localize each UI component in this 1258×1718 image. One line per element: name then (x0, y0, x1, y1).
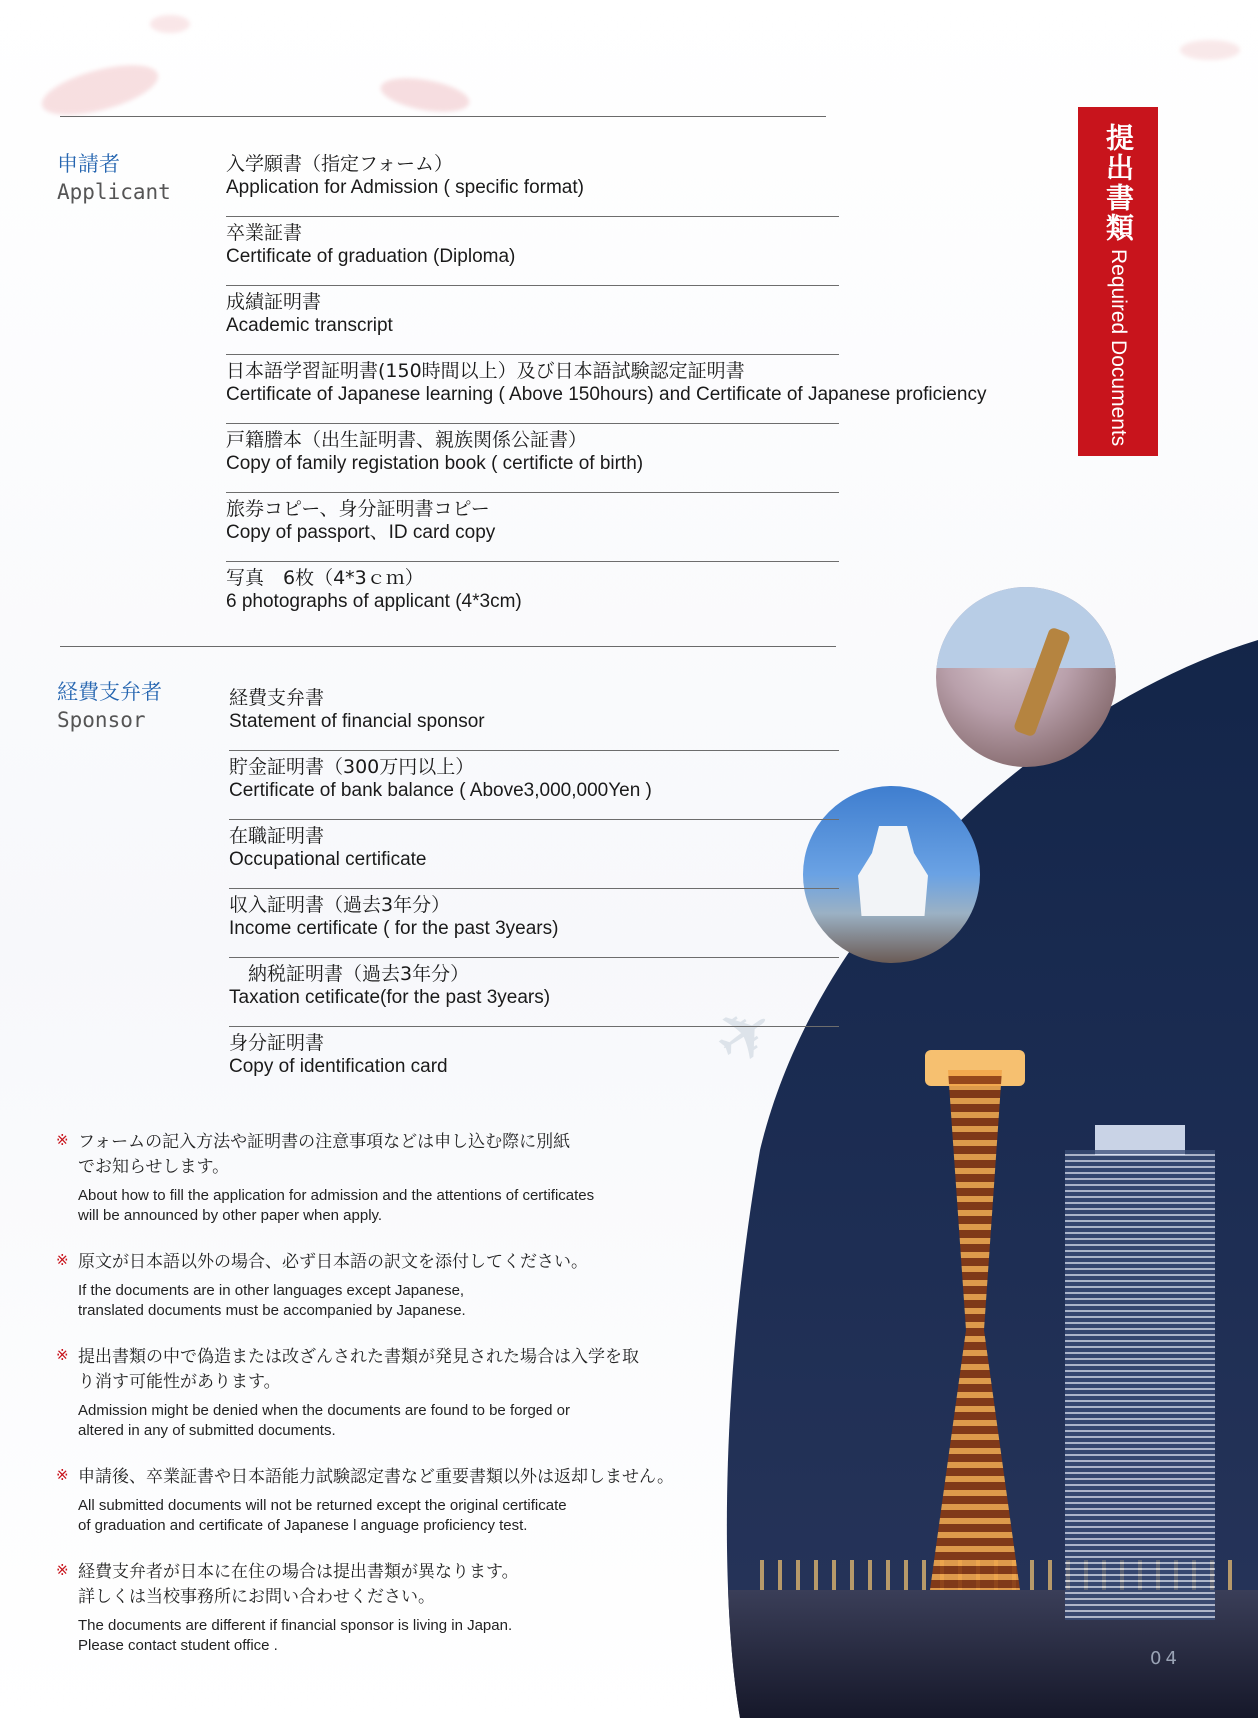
required-documents-tab (1078, 107, 1158, 456)
note-mark: ※ (56, 1131, 69, 1149)
airplane-icon: ✈ (697, 984, 793, 1086)
port-tower (930, 1070, 1020, 1590)
applicant-label (57, 150, 171, 206)
petal-decoration (1180, 40, 1240, 60)
list-item: 入学願書（指定フォーム） Application for Admission ( specific format) (226, 148, 839, 217)
sponsor-label-en: Sponsor (57, 708, 146, 732)
list-item: 収入証明書（過去3年分） Income certificate ( for the past 3years) (229, 889, 839, 958)
list-item: 写真 6枚（4*3ｃｍ） 6 photographs of applicant (4*3cm) (226, 567, 522, 612)
note-item: ※ 原文が日本語以外の場合、必ず日本語の訳文を添付してください。 If the documents are in other languages except Japanese, translated documents must be accompanied by Japanese. (56, 1251, 588, 1319)
list-item: 身分証明書 Copy of identification card (229, 1032, 448, 1077)
list-item: 在職証明書 Occupational certificate (229, 820, 839, 889)
applicant-label-jp: 申請者 (57, 152, 120, 176)
note-item: ※ 経費支弁者が日本に在住の場合は提出書類が異なります。 詳しくは当校事務所にお問い合わせください。 The documents are different if financial sponsor is living in Japan. Please contact student office . (56, 1561, 519, 1654)
sponsor-label-jp: 経費支弁者 (57, 680, 162, 704)
giraffe-cherry-blossom-photo (936, 587, 1116, 767)
hotel-building (1065, 1150, 1215, 1620)
list-item: 旅券コピー、身分証明書コピー Copy of passport、ID card copy (226, 493, 839, 562)
petal-decoration (378, 72, 472, 117)
list-item: 経費支弁書 Statement of financial sponsor (229, 682, 839, 751)
tab-title-en: Required Documents (1107, 249, 1130, 447)
note-mark: ※ (56, 1251, 69, 1269)
list-item: 貯金証明書（300万円以上） Certificate of bank balance ( Above3,000,000Yen ) (229, 751, 839, 820)
list-item: 戸籍謄本（出生証明書、親族関係公証書） Copy of family registation book ( certificte of birth) (226, 424, 839, 493)
section-divider (60, 646, 836, 647)
section-divider (60, 116, 826, 117)
list-item: 日本語学習証明書(150時間以上）及び日本語試験認定証明書 Certificate of Japanese learning ( Above 150hours) and Certificate of Japanese proficiency (226, 355, 839, 424)
note-item: ※ フォームの記入方法や証明書の注意事項などは申し込む際に別紙 でお知らせします。 About how to fill the application for admission and the attentions of certificates will be announced by other paper when apply. (56, 1131, 595, 1224)
sponsor-document-list (229, 682, 839, 1096)
tab-title-jp: 提出書類 (1102, 123, 1135, 243)
list-item: 成績証明書 Academic transcript (226, 286, 839, 355)
note-mark: ※ (56, 1346, 69, 1364)
list-item: 卒業証書 Certificate of graduation (Diploma) (226, 217, 839, 286)
list-item: 納税証明書（過去3年分） Taxation cetificate(for the past 3years) (229, 958, 839, 1027)
note-item: ※ 申請後、卒業証書や日本語能力試験認定書など重要書類以外は返却しません。 All submitted documents will not be returned except the original certificate of graduation and certificate of Japanese l anguage proficiency test. (56, 1466, 675, 1534)
petal-decoration (37, 55, 163, 125)
note-mark: ※ (56, 1561, 69, 1579)
applicant-label-en: Applicant (57, 180, 171, 204)
notes-section (56, 1130, 736, 1680)
applicant-document-list (226, 148, 987, 631)
sponsor-label (57, 678, 162, 734)
note-item: ※ 提出書類の中で偽造または改ざんされた書類が発見された場合は入学を取 り消す可能性があります。 Admission might be denied when the documents are found to be forged or altered in any of submitted documents. (56, 1346, 639, 1439)
note-mark: ※ (56, 1466, 69, 1484)
page-number: 04 (1150, 1648, 1181, 1669)
petal-decoration (150, 15, 190, 33)
